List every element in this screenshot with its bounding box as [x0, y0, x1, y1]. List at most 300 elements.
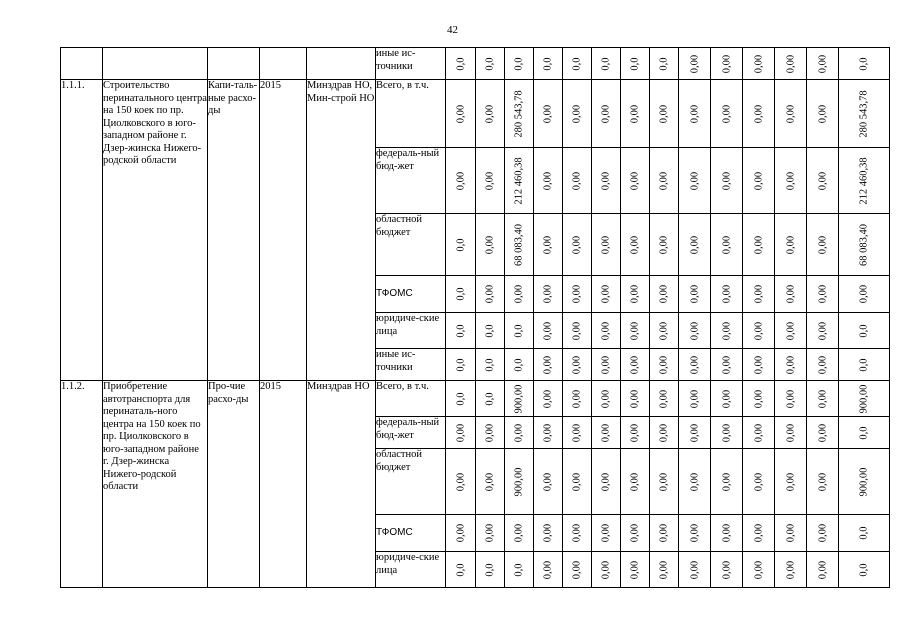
value-cell [592, 148, 621, 214]
value-text: 0,00 [629, 321, 641, 340]
value-cell [839, 80, 890, 148]
value-cell [621, 313, 650, 349]
value-text: 0,0 [484, 56, 496, 71]
value-text: 0,0 [455, 287, 466, 301]
value-cell [711, 313, 743, 349]
value-text: 0,0 [571, 56, 583, 71]
value-text: 900,00 [858, 467, 870, 496]
value-cell [621, 449, 650, 515]
value-text: 0,0 [658, 56, 670, 71]
value-text: 0,0 [542, 56, 554, 71]
value-text: 0,00 [629, 389, 641, 408]
value-text: 0,00 [658, 355, 670, 374]
item-year: 2015 [260, 381, 307, 588]
value-cell [446, 349, 476, 381]
value-cell [807, 214, 839, 276]
source-cell: областной бюджет [376, 214, 446, 276]
budget-table [60, 47, 890, 588]
value-text: 280 543,78 [858, 89, 870, 138]
value-cell [775, 417, 807, 449]
value-cell [563, 148, 592, 214]
value-cell [534, 214, 563, 276]
value-cell [592, 449, 621, 515]
item-executor: Минздрав НО [307, 381, 376, 588]
value-cell [621, 381, 650, 417]
value-text: 0,00 [817, 523, 828, 543]
value-text: 0,00 [721, 560, 732, 579]
value-text: 0,00 [600, 284, 612, 304]
value-cell [743, 381, 775, 417]
value-cell [743, 276, 775, 313]
value-cell [807, 417, 839, 449]
value-cell [476, 48, 505, 80]
value-cell [807, 552, 839, 588]
value-cell [650, 48, 679, 80]
value-text: 0,00 [455, 171, 466, 190]
value-cell [592, 515, 621, 552]
value-cell [621, 80, 650, 148]
value-text: 0,00 [629, 523, 641, 543]
value-text: 0,00 [785, 355, 796, 374]
value-text: 0,00 [542, 355, 554, 374]
value-cell [505, 80, 534, 148]
value-text: 0,00 [689, 560, 700, 579]
value-text: 0,00 [817, 560, 828, 579]
value-cell [446, 148, 476, 214]
value-cell [476, 552, 505, 588]
value-text: 0,00 [721, 355, 732, 374]
table-row [61, 48, 890, 80]
value-text: 0,00 [571, 472, 583, 491]
value-text: 280 543,78 [513, 89, 525, 138]
value-text: 0,00 [629, 235, 641, 254]
value-text: 212 460,38 [513, 156, 525, 205]
value-text: 0,00 [785, 54, 796, 73]
value-cell [807, 449, 839, 515]
value-cell [446, 214, 476, 276]
value-text: 0,0 [455, 237, 466, 252]
value-cell [621, 417, 650, 449]
value-text: 0,00 [629, 472, 641, 491]
value-text: 0,00 [721, 171, 732, 190]
value-text: 0,00 [689, 321, 700, 340]
value-cell [679, 148, 711, 214]
value-text: 0,00 [689, 104, 700, 123]
source-cell: ТФОМС [376, 276, 446, 313]
value-text: 0,00 [658, 423, 670, 442]
value-cell [621, 515, 650, 552]
value-text: 0,00 [542, 321, 554, 340]
value-text: 0,00 [721, 235, 732, 254]
value-text: 0,00 [689, 423, 700, 442]
value-text: 0,00 [785, 171, 796, 190]
value-cell [650, 276, 679, 313]
value-cell [534, 313, 563, 349]
value-cell [446, 552, 476, 588]
value-text: 0,00 [721, 104, 732, 123]
value-cell [592, 349, 621, 381]
value-cell [711, 276, 743, 313]
value-text: 0,00 [600, 560, 612, 579]
value-cell [621, 148, 650, 214]
value-cell [563, 214, 592, 276]
value-cell [534, 449, 563, 515]
value-cell [679, 515, 711, 552]
value-text: 0,0 [513, 323, 525, 338]
value-text: 0,0 [484, 391, 496, 406]
value-text: 0,00 [753, 284, 764, 304]
value-cell [679, 449, 711, 515]
value-cell [476, 417, 505, 449]
value-text: 0,00 [721, 389, 732, 408]
value-cell [711, 515, 743, 552]
value-text: 0,00 [629, 355, 641, 374]
value-text: 0,0 [455, 323, 466, 338]
value-cell [621, 214, 650, 276]
value-text: 900,00 [513, 467, 525, 496]
value-text: 0,00 [542, 171, 554, 190]
value-cell [563, 417, 592, 449]
value-cell [711, 349, 743, 381]
value-text: 0,00 [513, 423, 525, 442]
value-cell [476, 349, 505, 381]
value-cell [505, 552, 534, 588]
value-text: 0,00 [753, 321, 764, 340]
value-cell [775, 214, 807, 276]
value-text: 0,00 [571, 284, 583, 304]
value-text: 0,0 [484, 357, 496, 372]
value-cell [743, 80, 775, 148]
value-text: 0,00 [785, 235, 796, 254]
value-cell [505, 449, 534, 515]
value-text: 0,00 [571, 423, 583, 442]
value-text: 0,0 [629, 56, 641, 71]
value-cell [446, 313, 476, 349]
value-cell [592, 381, 621, 417]
value-cell [711, 48, 743, 80]
value-cell [711, 552, 743, 588]
value-cell [476, 381, 505, 417]
value-cell [650, 214, 679, 276]
value-cell [775, 48, 807, 80]
value-cell [839, 417, 890, 449]
value-cell [775, 148, 807, 214]
value-cell [743, 552, 775, 588]
value-cell [476, 214, 505, 276]
value-text: 0,0 [858, 526, 870, 540]
value-text: 0,00 [484, 472, 496, 491]
value-text: 0,0 [600, 56, 612, 71]
value-text: 0,00 [484, 235, 496, 254]
value-text: 0,00 [600, 235, 612, 254]
value-text: 0,00 [571, 104, 583, 123]
value-cell [476, 515, 505, 552]
value-text: 0,00 [658, 472, 670, 491]
value-text: 0,0 [455, 391, 466, 406]
value-cell [563, 276, 592, 313]
value-cell [534, 417, 563, 449]
empty-cell [208, 48, 260, 80]
value-text: 0,0 [858, 357, 870, 372]
value-cell [679, 381, 711, 417]
value-text: 0,00 [753, 104, 764, 123]
value-text: 0,00 [817, 423, 828, 442]
value-cell [743, 214, 775, 276]
item-code: 1.1.2. [61, 381, 103, 588]
value-text: 0,00 [658, 235, 670, 254]
value-text: 0,00 [571, 523, 583, 543]
value-cell [743, 449, 775, 515]
value-cell [679, 80, 711, 148]
value-text: 0,00 [484, 423, 496, 442]
value-cell [839, 449, 890, 515]
value-text: 0,00 [542, 523, 554, 543]
value-cell [534, 48, 563, 80]
value-cell [743, 349, 775, 381]
value-cell [563, 515, 592, 552]
value-text: 900,00 [858, 384, 870, 413]
value-text: 0,00 [658, 523, 670, 543]
value-cell [446, 449, 476, 515]
value-text: 0,00 [542, 472, 554, 491]
value-text: 0,00 [753, 560, 764, 579]
value-text: 0,00 [785, 389, 796, 408]
source-cell: областной бюджет [376, 449, 446, 515]
value-text: 0,00 [689, 235, 700, 254]
value-cell [563, 80, 592, 148]
value-cell [476, 313, 505, 349]
value-text: 0,00 [600, 355, 612, 374]
value-cell [679, 552, 711, 588]
value-text: 0,00 [785, 284, 796, 304]
value-cell [505, 148, 534, 214]
value-text: 0,00 [721, 54, 732, 73]
item-name: Строительство перинатального центра на 150 коек по пр. Циолковского в юго-западном районе г. Дзер-жинска Нижего-родской области [103, 80, 208, 381]
value-text: 0,00 [455, 423, 466, 442]
value-cell [534, 276, 563, 313]
value-text: 0,00 [600, 472, 612, 491]
value-text: 0,00 [753, 523, 764, 543]
value-cell [807, 48, 839, 80]
value-cell [743, 148, 775, 214]
value-cell [679, 349, 711, 381]
value-cell [807, 515, 839, 552]
value-cell [592, 313, 621, 349]
value-cell [563, 349, 592, 381]
value-cell [476, 148, 505, 214]
empty-cell [260, 48, 307, 80]
value-text: 0,00 [600, 523, 612, 543]
source-cell: Всего, в т.ч. [376, 381, 446, 417]
value-text: 0,0 [858, 425, 870, 440]
value-cell [563, 449, 592, 515]
value-text: 0,00 [484, 284, 496, 304]
value-text: 0,00 [484, 171, 496, 190]
value-text: 0,00 [513, 284, 525, 304]
expense-type: Капи-таль-ные расхо-ды [208, 80, 260, 381]
value-cell [711, 148, 743, 214]
expense-type: Про-чие расхо-ды [208, 381, 260, 588]
value-cell [592, 276, 621, 313]
value-text: 0,00 [689, 284, 700, 304]
value-cell [775, 552, 807, 588]
value-text: 0,00 [600, 389, 612, 408]
value-text: 0,0 [455, 562, 466, 577]
page-number: 42 [447, 24, 458, 36]
value-cell [775, 276, 807, 313]
value-text: 0,00 [571, 235, 583, 254]
value-cell [775, 449, 807, 515]
value-text: 0,00 [753, 235, 764, 254]
value-text: 0,00 [785, 472, 796, 491]
value-cell [679, 313, 711, 349]
value-cell [650, 381, 679, 417]
value-text: 0,00 [629, 171, 641, 190]
value-text: 0,00 [817, 235, 828, 254]
value-cell [650, 349, 679, 381]
value-text: 0,00 [484, 104, 496, 123]
value-cell [505, 515, 534, 552]
value-text: 0,00 [785, 104, 796, 123]
source-cell: федераль-ный бюд-жет [376, 148, 446, 214]
value-cell [563, 552, 592, 588]
item-executor: Минздрав НО, Мин-строй НО [307, 80, 376, 381]
value-text: 0,00 [455, 104, 466, 123]
value-text: 0,00 [571, 171, 583, 190]
value-cell [563, 381, 592, 417]
value-text: 0,00 [753, 472, 764, 491]
value-cell [621, 276, 650, 313]
value-cell [650, 80, 679, 148]
value-text: 0,00 [629, 560, 641, 579]
value-text: 0,0 [858, 562, 870, 577]
value-text: 0,00 [571, 560, 583, 579]
value-text: 0,0 [513, 562, 525, 577]
value-cell [839, 552, 890, 588]
value-cell [743, 515, 775, 552]
value-text: 0,00 [689, 389, 700, 408]
value-cell [775, 515, 807, 552]
value-text: 0,00 [817, 104, 828, 123]
value-text: 0,0 [513, 357, 525, 372]
value-cell [650, 313, 679, 349]
value-text: 0,00 [689, 54, 700, 73]
value-cell [711, 214, 743, 276]
value-cell [839, 313, 890, 349]
value-text: 0,00 [817, 284, 828, 304]
value-cell [807, 313, 839, 349]
value-text: 0,0 [484, 323, 496, 338]
value-text: 0,00 [689, 171, 700, 190]
value-cell [839, 48, 890, 80]
value-cell [839, 381, 890, 417]
value-cell [505, 349, 534, 381]
value-text: 0,0 [455, 357, 466, 372]
value-text: 0,00 [817, 389, 828, 408]
value-cell [592, 80, 621, 148]
value-text: 0,00 [455, 472, 466, 491]
value-cell [621, 48, 650, 80]
value-text: 0,00 [600, 171, 612, 190]
value-text: 0,00 [542, 104, 554, 123]
value-cell [679, 48, 711, 80]
empty-cell [307, 48, 376, 80]
value-text: 0,00 [658, 104, 670, 123]
value-text: 0,00 [542, 389, 554, 408]
value-cell [839, 214, 890, 276]
value-text: 0,00 [753, 389, 764, 408]
value-text: 0,00 [689, 472, 700, 491]
value-text: 0,00 [721, 523, 732, 543]
value-text: 0,00 [658, 284, 670, 304]
value-text: 0,00 [658, 321, 670, 340]
source-cell: юридиче-ские лица [376, 552, 446, 588]
value-cell [505, 417, 534, 449]
item-year: 2015 [260, 80, 307, 381]
value-cell [534, 552, 563, 588]
value-cell [476, 80, 505, 148]
value-cell [446, 515, 476, 552]
source-cell: Всего, в т.ч. [376, 80, 446, 148]
value-text: 0,00 [721, 472, 732, 491]
value-cell [775, 313, 807, 349]
value-cell [650, 148, 679, 214]
item-code: 1.1.1. [61, 80, 103, 381]
value-text: 0,00 [753, 423, 764, 442]
value-text: 0,0 [484, 562, 496, 577]
value-cell [743, 313, 775, 349]
value-cell [621, 349, 650, 381]
value-cell [775, 349, 807, 381]
value-cell [839, 148, 890, 214]
value-text: 0,00 [817, 54, 828, 73]
value-text: 0,00 [785, 523, 796, 543]
value-text: 0,00 [571, 355, 583, 374]
value-text: 0,00 [455, 523, 466, 543]
table-row [61, 381, 890, 417]
value-cell [534, 349, 563, 381]
value-cell [839, 276, 890, 313]
value-cell [505, 214, 534, 276]
value-text: 0,00 [721, 321, 732, 340]
value-cell [534, 148, 563, 214]
value-text: 0,00 [817, 321, 828, 340]
value-cell [505, 381, 534, 417]
value-text: 0,00 [721, 284, 732, 304]
value-text: 0,00 [571, 389, 583, 408]
value-text: 0,00 [689, 355, 700, 374]
value-cell [446, 80, 476, 148]
source-cell: иные ис-точники [376, 349, 446, 381]
value-cell [711, 449, 743, 515]
value-text: 0,00 [600, 423, 612, 442]
value-cell [711, 381, 743, 417]
value-text: 0,00 [542, 423, 554, 442]
value-cell [534, 80, 563, 148]
value-text: 0,00 [629, 423, 641, 442]
value-cell [807, 349, 839, 381]
value-cell [592, 417, 621, 449]
value-cell [650, 417, 679, 449]
value-cell [446, 276, 476, 313]
value-cell [679, 417, 711, 449]
value-text: 0,00 [689, 523, 700, 543]
value-text: 0,00 [817, 171, 828, 190]
value-cell [563, 313, 592, 349]
value-text: 0,00 [513, 523, 525, 543]
value-cell [679, 214, 711, 276]
value-cell [621, 552, 650, 588]
